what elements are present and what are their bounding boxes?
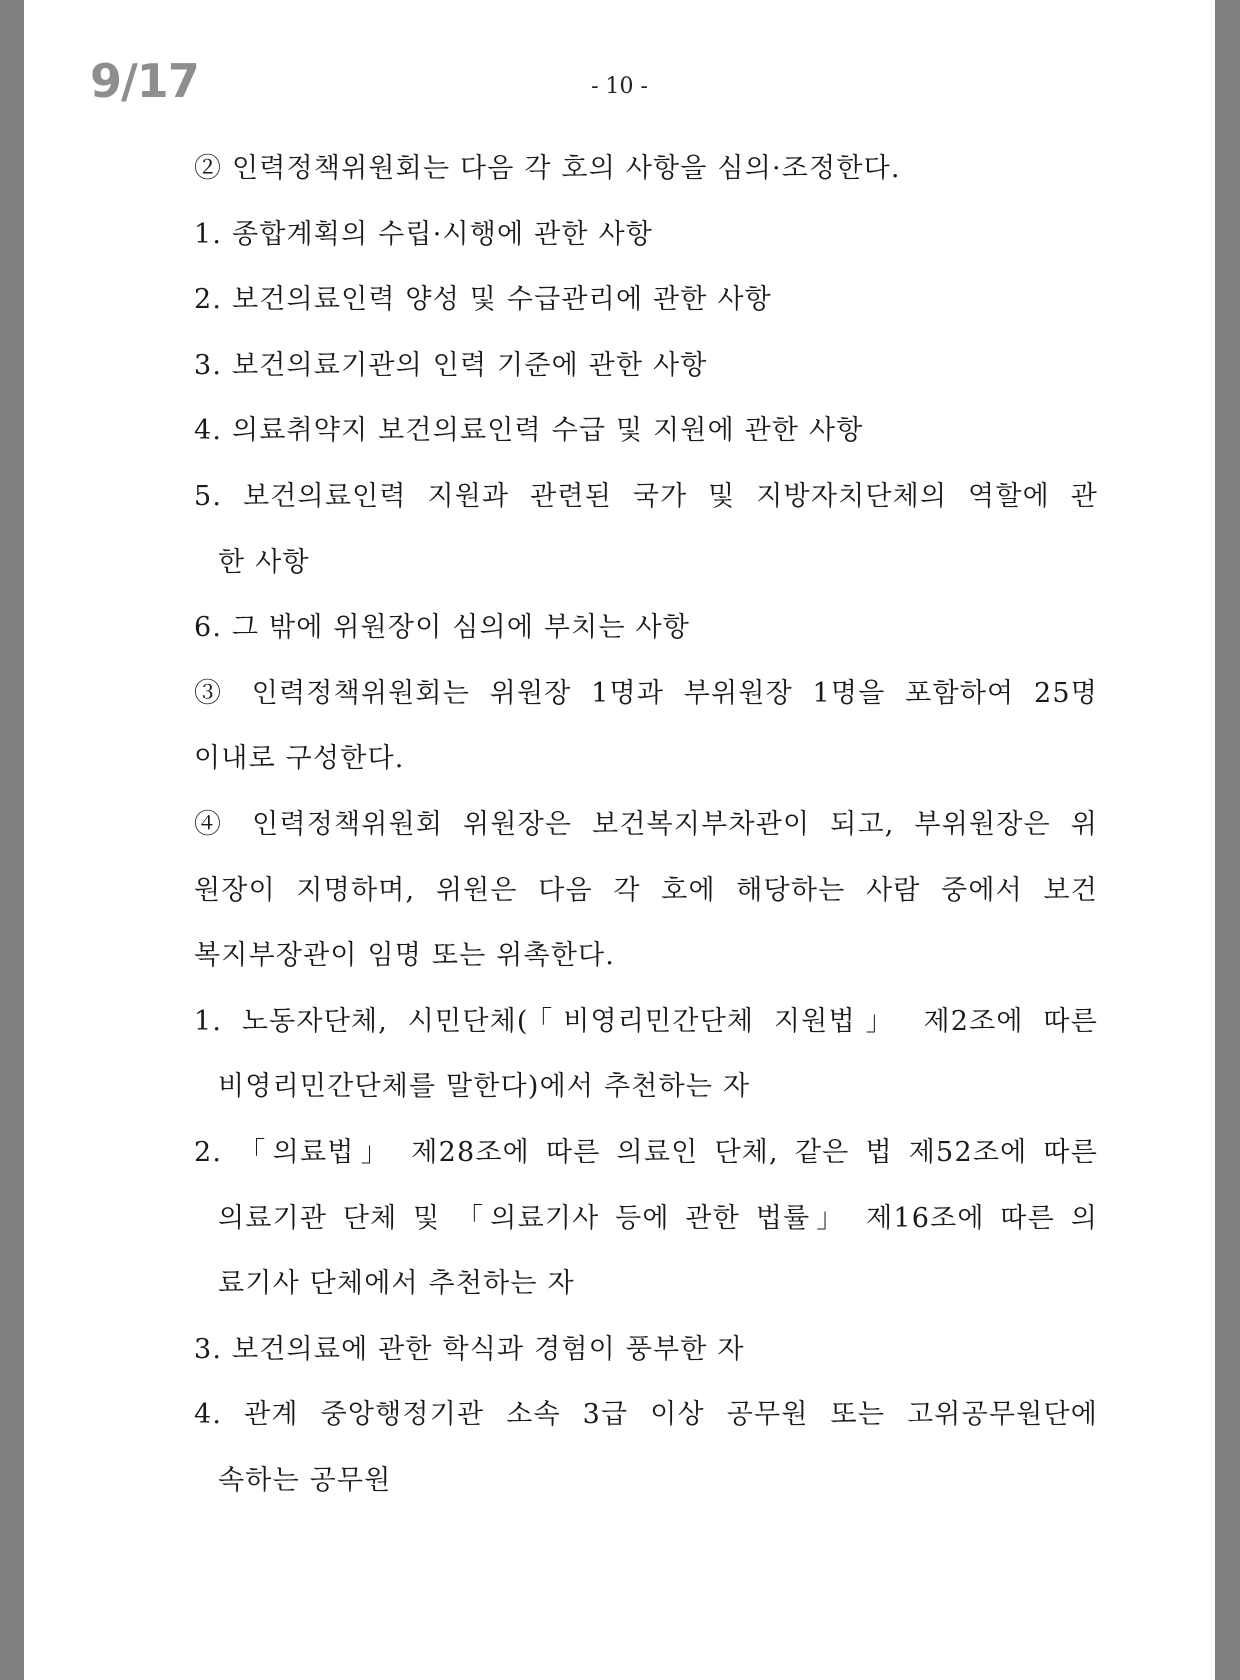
list-item: 2. 보건의료인력 양성 및 수급관리에 관한 사항	[194, 284, 772, 316]
list-item: 3. 보건의료에 관한 학식과 경험이 풍부한 자	[194, 1333, 745, 1365]
list-item: 1. 종합계획의 수립·시행에 관한 사항	[194, 218, 654, 250]
list-item-continuation: 한 사항	[218, 546, 310, 578]
paragraph-4-continuation: 복지부장관이 임명 또는 위촉한다.	[194, 940, 616, 972]
paragraph-2: ② 인력정책위원회는 다음 각 호의 사항을 심의·조정한다.	[194, 153, 901, 184]
list-item-continuation: 속하는 공무원	[218, 1464, 392, 1496]
paragraph-3-continuation: 이내로 구성한다.	[194, 743, 405, 775]
list-item: 4. 의료취약지 보건의료인력 수급 및 지원에 관한 사항	[194, 415, 864, 447]
document-page	[24, 0, 1215, 1680]
list-item-continuation: 의료기관 단체 및 「의료기사 등에 관한 법률」 제16조에 따른 의	[218, 1202, 1098, 1234]
paragraph-4-continuation: 원장이 지명하며, 위원은 다음 각 호에 해당하는 사람 중에서 보건	[194, 874, 1098, 906]
page-counter: 9/17	[90, 54, 199, 108]
page-number: - 10 -	[591, 74, 648, 99]
list-item: 6. 그 밖에 위원장이 심의에 부치는 사항	[194, 612, 691, 644]
list-item: 1. 노동자단체, 시민단체(「비영리민간단체 지원법」 제2조에 따른	[194, 1005, 1098, 1037]
paragraph-4: ④ 인력정책위원회 위원장은 보건복지부차관이 되고, 부위원장은 위	[194, 808, 1098, 840]
document-body	[194, 136, 1098, 1513]
list-item: 3. 보건의료기관의 인력 기준에 관한 사항	[194, 349, 708, 381]
list-item-continuation: 비영리민간단체를 말한다)에서 추천하는 자	[218, 1071, 751, 1103]
paragraph-3: ③ 인력정책위원회는 위원장 1명과 부위원장 1명을 포함하여 25명	[194, 677, 1098, 709]
list-item-continuation: 료기사 단체에서 추천하는 자	[218, 1268, 575, 1300]
list-item: 4. 관계 중앙행정기관 소속 3급 이상 공무원 또는 고위공무원단에	[194, 1399, 1098, 1431]
list-item: 5. 보건의료인력 지원과 관련된 국가 및 지방자치단체의 역할에 관	[194, 480, 1098, 512]
list-item: 2. 「의료법」 제28조에 따른 의료인 단체, 같은 법 제52조에 따른	[194, 1136, 1098, 1168]
